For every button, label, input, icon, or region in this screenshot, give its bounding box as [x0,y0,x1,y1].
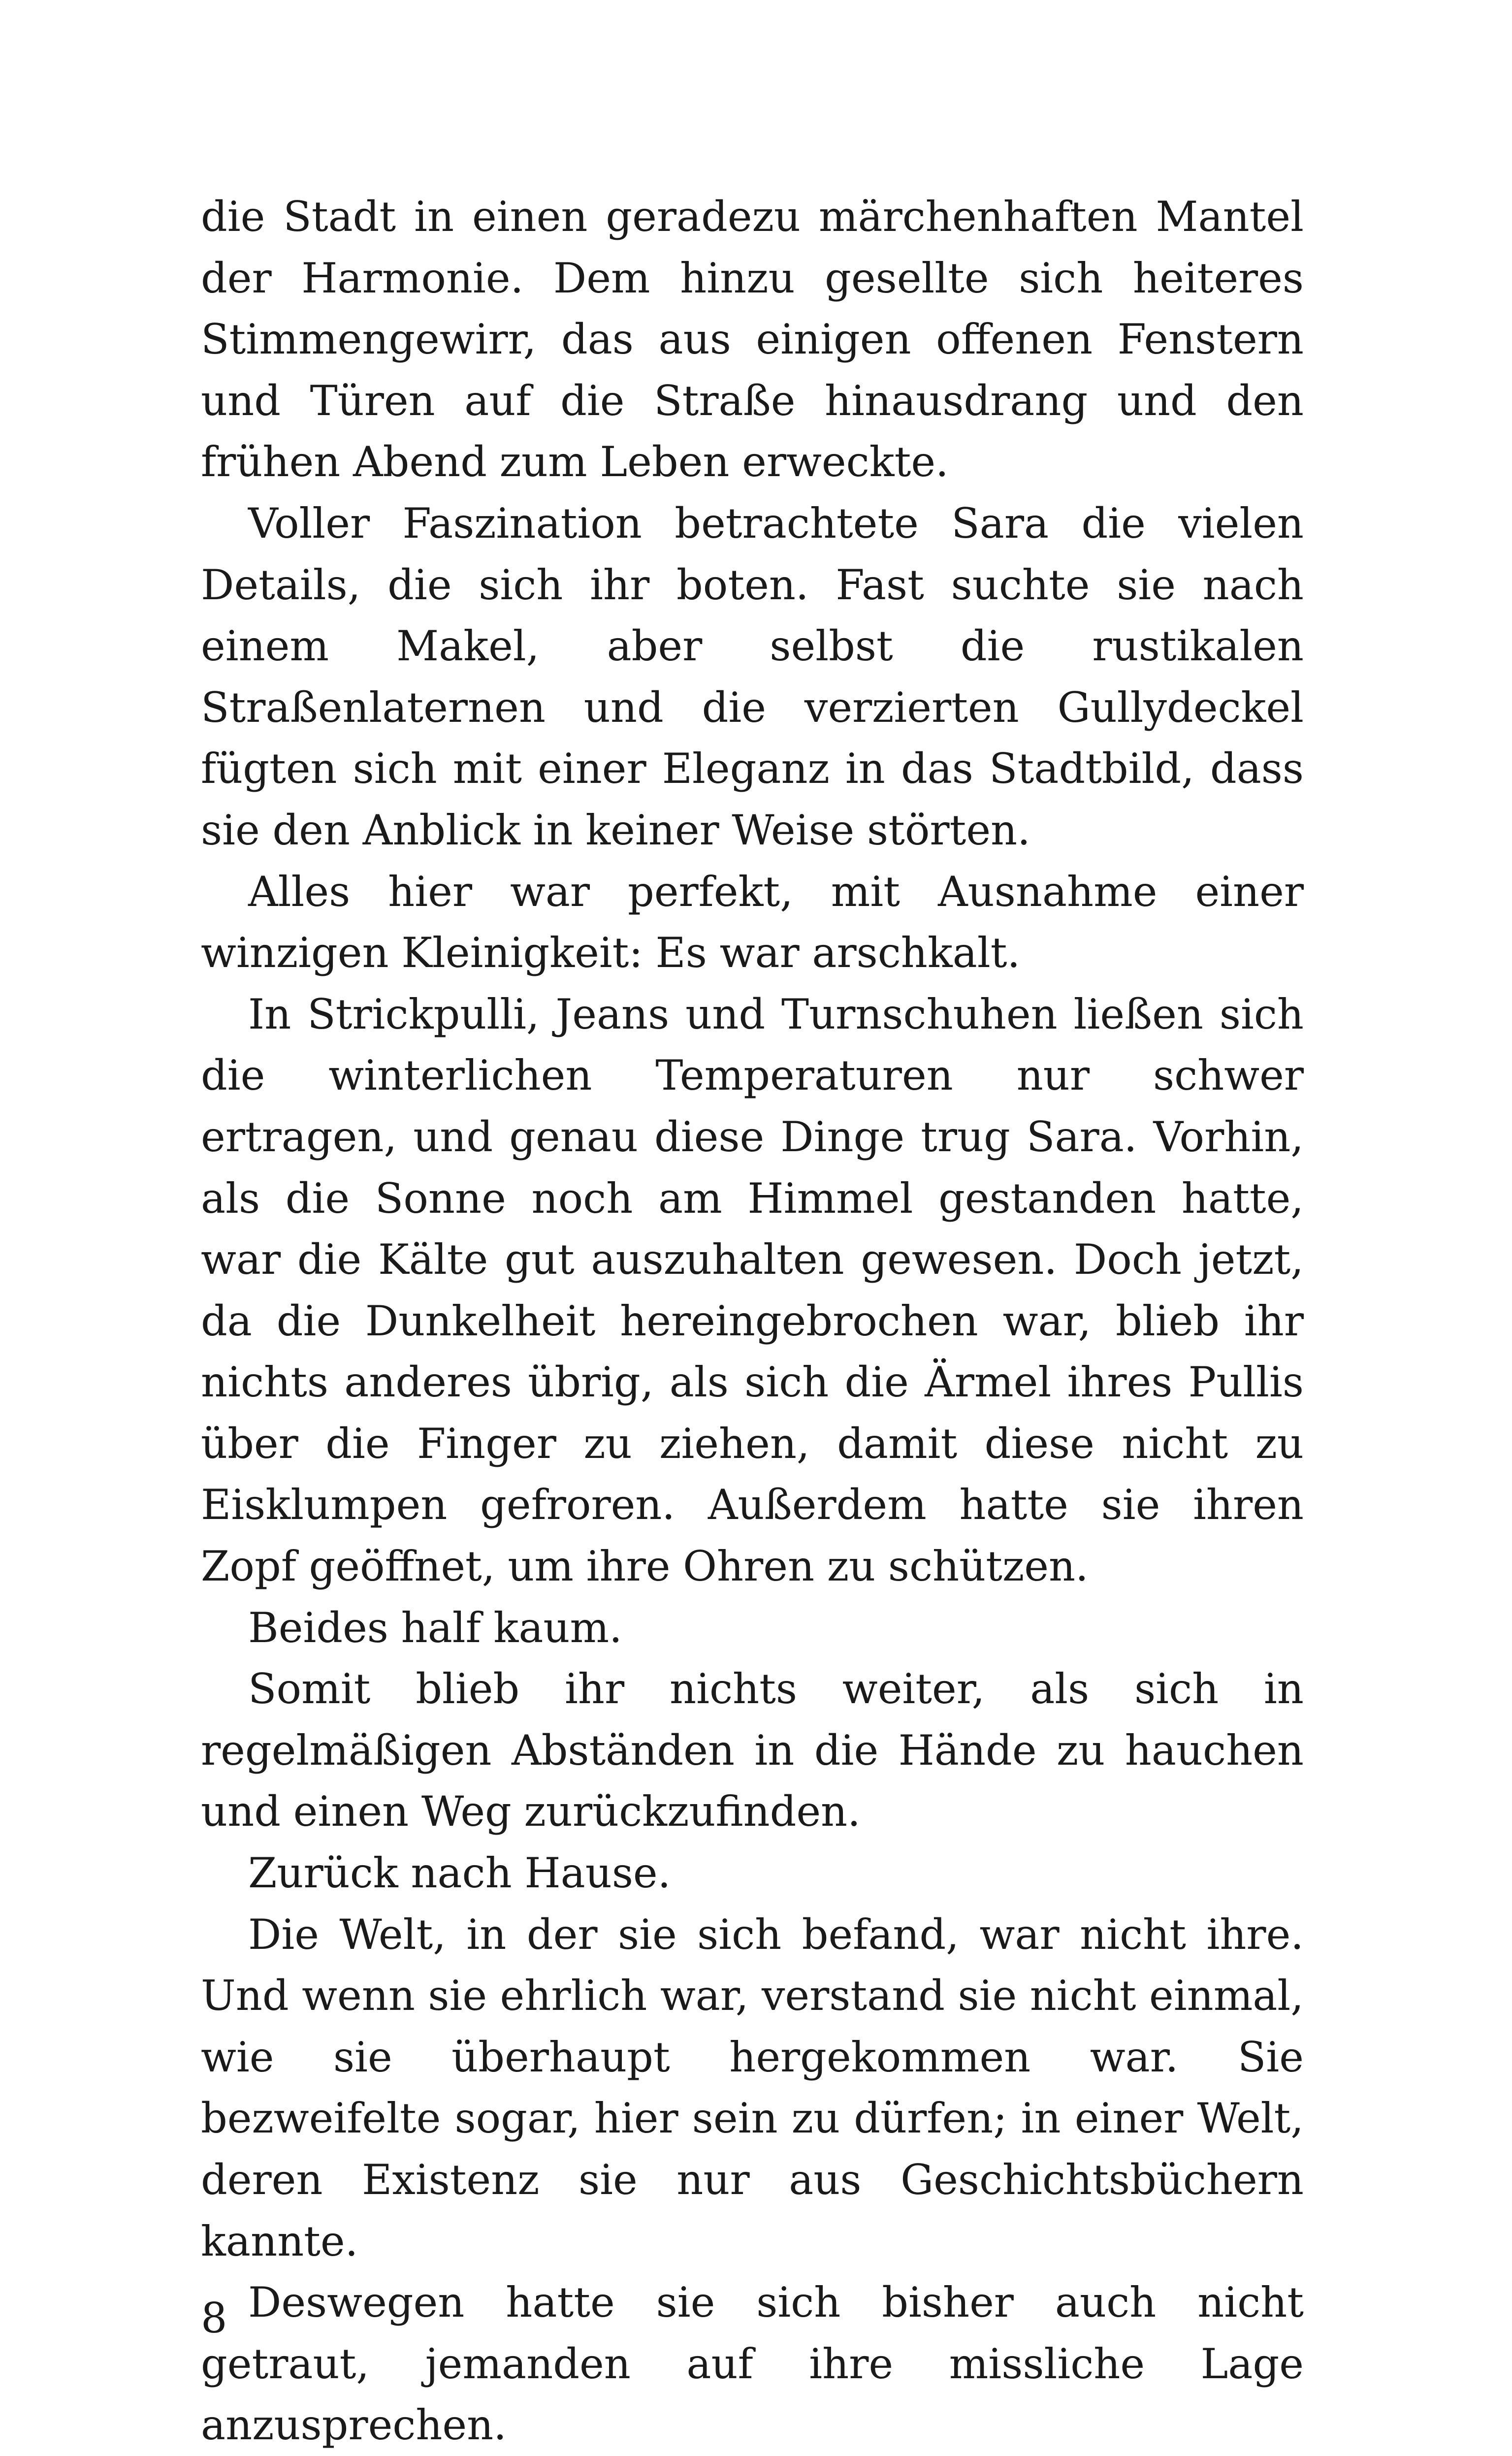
paragraph: die Stadt in einen geradezu märchenhaften Mantel der Harmonie. Dem hinzu gesellte sich heiteres Stimmengewirr, das aus einigen offenen Fenstern und Türen auf die Straße hinausdrang und den frühen Abend zum Leben erweckte. [201,193,1304,486]
body-text [201,186,1304,2456]
paragraph: Alles hier war perfekt, mit Ausnahme einer winzigen Kleinigkeit: Es war arschkalt. [201,867,1304,977]
paragraph: Deswegen hatte sie sich bisher auch nicht getraut, jemanden auf ihre missliche Lage anzusprechen. [201,2278,1304,2450]
page-number: 8 [201,2294,227,2342]
paragraph: Die Welt, in der sie sich befand, war nicht ihre. Und wenn sie ehrlich war, verstand sie nicht einmal, wie sie überhaupt hergekommen war. Sie bezweifelte sogar, hier sein zu dürfen; in einer Welt, deren Existenz sie nur aus Geschichtsbüchern kannte. [201,1910,1304,2265]
paragraph: In Strickpulli, Jeans und Turnschuhen ließen sich die winterlichen Temperaturen nur schwer ertragen, und genau diese Dinge trug Sara. Vorhin, als die Sonne noch am Himmel gestanden hatte, war die Kälte gut auszuhalten gewesen. Doch jetzt, da die Dunkelheit hereingebrochen war, blieb ihr nichts anderes übrig, als sich die Ärmel ihres Pullis über die Finger zu ziehen, damit diese nicht zu Eisklumpen gefroren. Außerdem hatte sie ihren Zopf geöffnet, um ihre Ohren zu schützen. [201,990,1304,1591]
paragraph: Zurück nach Hause. [248,1849,671,1898]
paragraph: Beides half kaum. [248,1603,622,1652]
paragraph: Somit blieb ihr nichts weiter, als sich in regelmäßigen Abständen in die Hände zu hauchen und einen Weg zurückzufinden. [201,1665,1304,1836]
paragraph: Voller Faszination betrachtete Sara die vielen Details, die sich ihr boten. Fast suchte sie nach einem Makel, aber selbst die rustikalen Straßenlaternen und die verzierten Gullydeckel fügten sich mit einer Eleganz in das Stadtbild, dass sie den Anblick in keiner Weise störten. [201,499,1304,854]
